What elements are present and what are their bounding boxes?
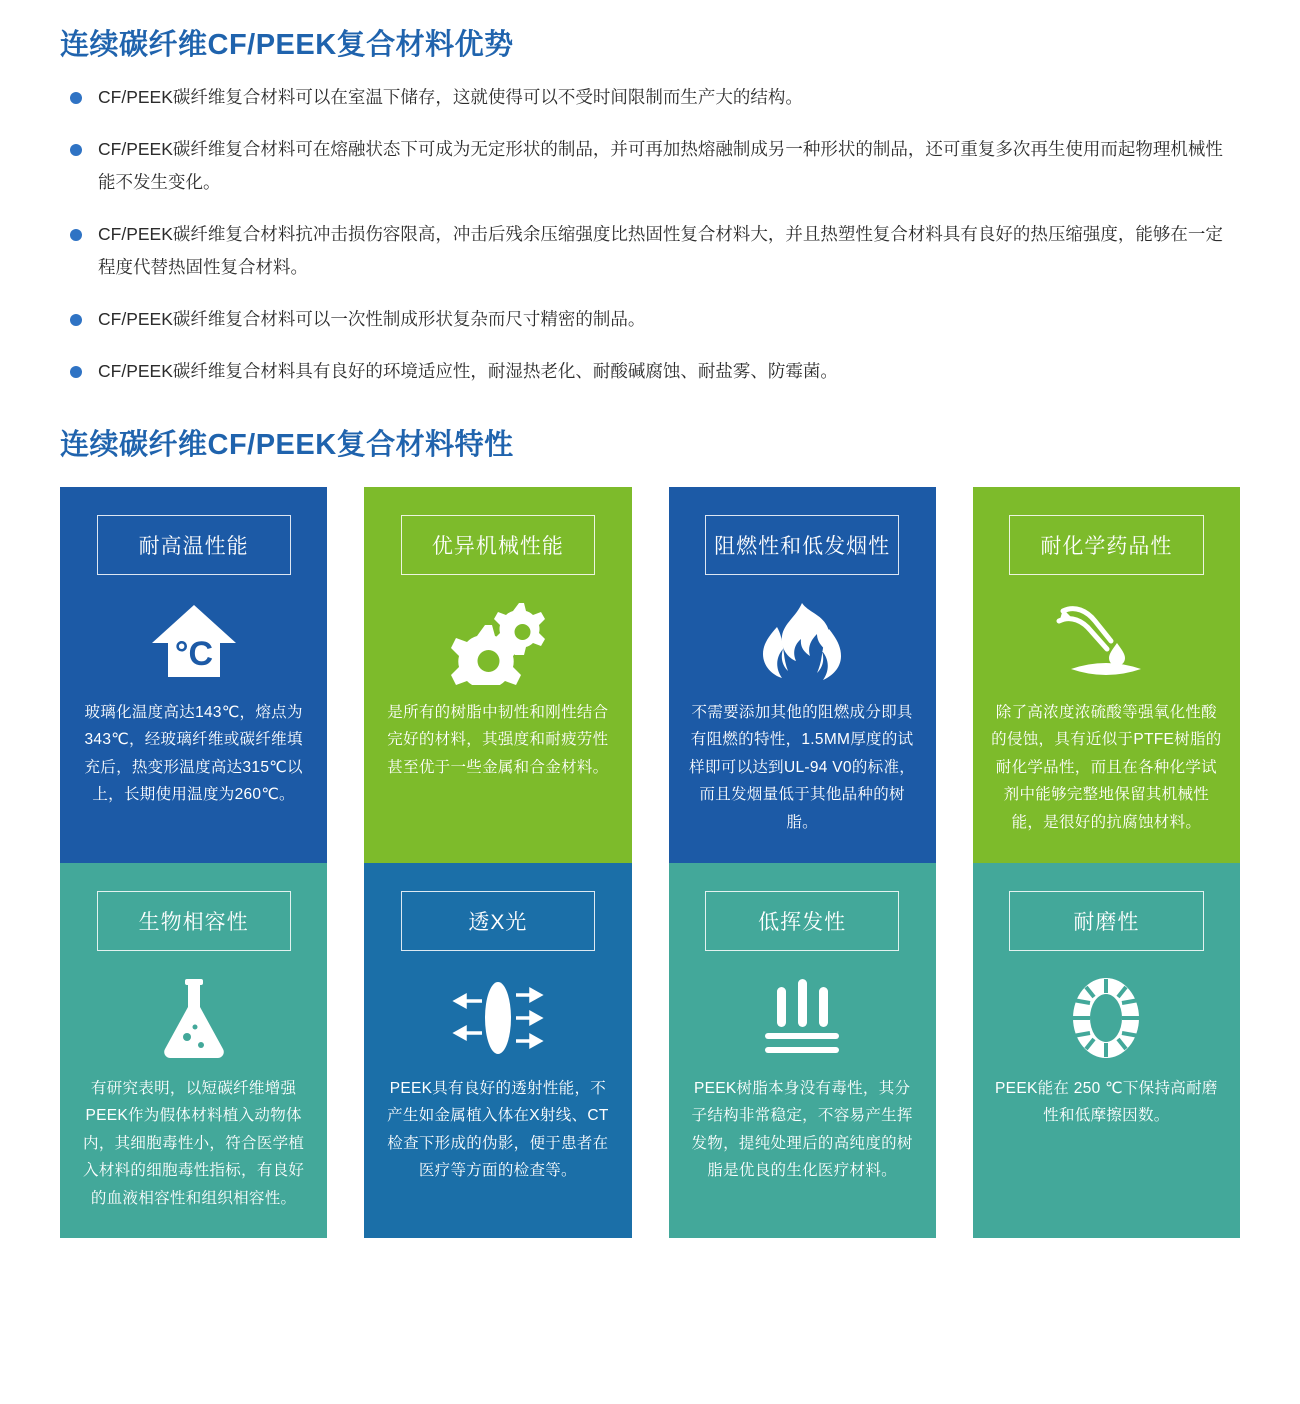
list-item [62,355,1240,387]
list-item-text: CF/PEEK碳纤维复合材料具有良好的环境适应性，耐湿热老化、耐酸碱腐蚀、耐盐雾、防霉菌。 [98,361,838,382]
property-card-chemical-resistance [973,487,1240,863]
property-card-heat-resistance [60,487,327,863]
property-card-xray-transparency [364,863,631,1239]
card-title: 低挥发性 [705,891,899,951]
card-text: 有研究表明，以短碳纤维增强PEEK作为假体材料植入动物体内，其细胞毒性小，符合医学植入材料的细胞毒性指标，有良好的血液相容性和组织相容性。 [83,1079,305,1207]
card-text: PEEK具有良好的透射性能，不产生如金属植入体在X射线、CT检查下形成的伪影，便于患者在医疗等方面的检查等。 [387,1079,609,1180]
tire-icon [1056,975,1156,1061]
bullet-dot-icon [70,366,82,378]
list-item-text: CF/PEEK碳纤维复合材料抗冲击损伤容限高，冲击后残余压缩强度比热固性复合材料大，并且热塑性复合材料具有良好的热压缩强度，能够在一定程度代替热固性复合材料。 [98,224,1223,277]
card-title: 透X光 [401,891,595,951]
card-title: 耐化学药品性 [1009,515,1203,575]
bullet-dot-icon [70,144,82,156]
thermometer-house-icon [148,599,240,685]
list-item [62,218,1240,283]
card-text: PEEK能在 250 ℃下保持高耐磨性和低摩擦因数。 [995,1079,1218,1125]
list-item-text: CF/PEEK碳纤维复合材料可以在室温下储存，这就使得可以不受时间限制而生产大的结构。 [98,87,803,107]
list-item-text: CF/PEEK碳纤维复合材料可以一次性制成形状复杂而尺寸精密的制品。 [98,308,646,329]
xray-lens-icon [438,975,558,1061]
properties-grid [60,487,1240,1239]
list-item [62,303,1240,335]
card-text: 是所有的树脂中韧性和刚性结合完好的材料，其强度和耐疲劳性甚至优于一些金属和合金材料。 [387,703,609,776]
card-title: 生物相容性 [97,891,291,951]
property-card-mechanical [364,487,631,863]
properties-heading: 连续碳纤维CF/PEEK复合材料特性 [60,428,514,461]
bullet-dot-icon [70,229,82,241]
gears-icon [443,599,553,685]
flask-icon [149,975,239,1061]
property-card-flame-retardant [669,487,936,863]
list-item [62,133,1240,198]
card-title: 耐磨性 [1009,891,1203,951]
list-item-text: CF/PEEK碳纤维复合材料可在熔融状态下可成为无定形状的制品，并可再加热熔融制成另一种形状的制品，还可重复多次再生使用而起物理机械性能不发生变化。 [98,139,1223,192]
evaporation-icon [747,975,857,1061]
card-text: 不需要添加其他的阻燃成分即具有阻燃的特性，1.5MM厚度的试样即可以达到UL-94 V0的标准，而且发烟量低于其他品种的树脂。 [689,703,916,831]
advantages-heading: 连续碳纤维CF/PEEK复合材料优势 [60,29,514,61]
flame-icon [747,599,857,685]
list-item [62,81,1240,113]
svg-text:°C: °C [174,634,213,673]
card-title: 阻燃性和低发烟性 [705,515,899,575]
card-text: 除了高浓度浓硫酸等强氧化性酸的侵蚀，具有近似于PTFE树脂的耐化学品性，而且在各种化学试剂中能够完整地保留其机械性能，是很好的抗腐蚀材料。 [991,703,1222,831]
property-card-biocompatibility [60,863,327,1239]
advantages-list [62,81,1240,388]
bullet-dot-icon [70,92,82,104]
card-title: 耐高温性能 [97,515,291,575]
card-text: PEEK树脂本身没有毒性，其分子结构非常稳定，不容易产生挥发物，提纯处理后的高纯度的树脂是优良的生化医疗材料。 [691,1079,913,1180]
property-card-wear-resistance [973,863,1240,1239]
property-card-low-volatility [669,863,936,1239]
card-text: 玻璃化温度高达143℃，熔点为343℃，经玻璃纤维或碳纤维填充后，热变形温度高达315℃以上，长期使用温度为260℃。 [84,703,303,804]
card-title: 优异机械性能 [401,515,595,575]
bullet-dot-icon [70,314,82,326]
chemical-drop-icon [1041,599,1171,685]
